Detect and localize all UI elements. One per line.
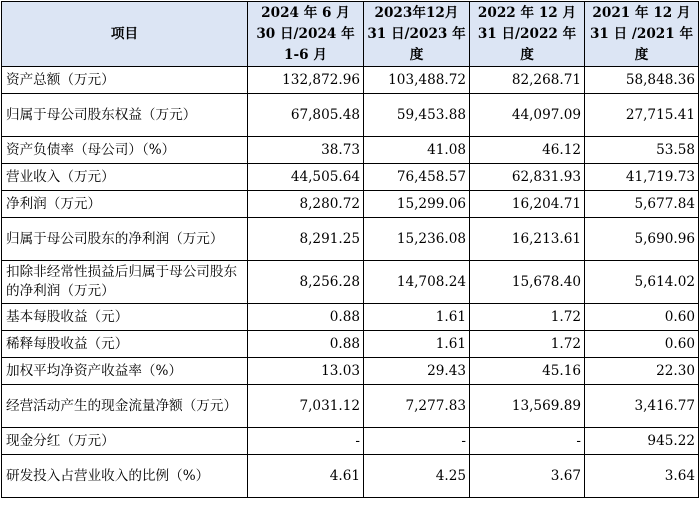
table-row [2,191,699,218]
row-label: 加权平均净资产收益率（%） [2,358,248,385]
cell-value: 132,872.96 [248,67,364,94]
header-item: 项目 [2,2,248,67]
cell-value: 82,268.71 [470,67,585,94]
cell-value: 22.30 [585,358,699,385]
row-label: 基本每股收益（元） [2,304,248,331]
cell-value: 62,831.93 [470,164,585,191]
cell-value: 41.08 [364,137,470,164]
cell-value: 44,097.09 [470,94,585,137]
table-row [2,164,699,191]
cell-value: 13,569.89 [470,385,585,428]
table-row [2,94,699,137]
header-2022: 2022 年 12 月 31 日/2022 年度 [470,2,585,67]
cell-value: 1.72 [470,331,585,358]
table-header-row [2,2,699,67]
cell-value: 16,204.71 [470,191,585,218]
cell-value: 7,277.83 [364,385,470,428]
cell-value: 4.25 [364,455,470,498]
header-2023: 2023年12月31 日/2023 年度 [364,2,470,67]
cell-value: 38.73 [248,137,364,164]
cell-value: 53.58 [585,137,699,164]
cell-value: - [470,428,585,455]
cell-value: 58,848.36 [585,67,699,94]
row-label: 研发投入占营业收入的比例（%） [2,455,248,498]
cell-value: 103,488.72 [364,67,470,94]
row-label: 经营活动产生的现金流量净额（万元） [2,385,248,428]
table-row [2,261,699,304]
cell-value: 27,715.41 [585,94,699,137]
cell-value: 1.61 [364,304,470,331]
table-row [2,331,699,358]
table-row [2,67,699,94]
cell-value: 0.60 [585,304,699,331]
cell-value: 5,614.02 [585,261,699,304]
cell-value: 15,236.08 [364,218,470,261]
table-row [2,358,699,385]
cell-value: 76,458.57 [364,164,470,191]
row-label: 资产负债率（母公司）（%） [2,137,248,164]
row-label: 归属于母公司股东的净利润（万元） [2,218,248,261]
row-label: 净利润（万元） [2,191,248,218]
cell-value: 8,280.72 [248,191,364,218]
row-label: 资产总额（万元） [2,67,248,94]
header-2024h1: 2024 年 6 月 30 日/2024 年 1-6 月 [248,2,364,67]
cell-value: 8,291.25 [248,218,364,261]
table-row [2,137,699,164]
table-row [2,428,699,455]
table-row [2,304,699,331]
cell-value: 46.12 [470,137,585,164]
cell-value: 59,453.88 [364,94,470,137]
table-row [2,455,699,498]
row-label: 扣除非经常性损益后归属于母公司股东的净利润（万元） [2,261,248,304]
cell-value: 13.03 [248,358,364,385]
table-row [2,385,699,428]
cell-value: 1.72 [470,304,585,331]
cell-value: 0.88 [248,304,364,331]
cell-value: 44,505.64 [248,164,364,191]
cell-value: 67,805.48 [248,94,364,137]
cell-value: 41,719.73 [585,164,699,191]
cell-value: - [248,428,364,455]
cell-value: 15,678.40 [470,261,585,304]
cell-value: 8,256.28 [248,261,364,304]
cell-value: 14,708.24 [364,261,470,304]
cell-value: 3.64 [585,455,699,498]
cell-value: 7,031.12 [248,385,364,428]
table-row [2,218,699,261]
cell-value: - [364,428,470,455]
cell-value: 15,299.06 [364,191,470,218]
financial-data-table [1,1,699,498]
cell-value: 4.61 [248,455,364,498]
row-label: 营业收入（万元） [2,164,248,191]
cell-value: 945.22 [585,428,699,455]
cell-value: 1.61 [364,331,470,358]
row-label: 稀释每股收益（元） [2,331,248,358]
cell-value: 29.43 [364,358,470,385]
cell-value: 5,690.96 [585,218,699,261]
cell-value: 0.88 [248,331,364,358]
cell-value: 3,416.77 [585,385,699,428]
cell-value: 0.60 [585,331,699,358]
row-label: 归属于母公司股东权益（万元） [2,94,248,137]
cell-value: 16,213.61 [470,218,585,261]
header-2021: 2021 年 12 月 31 日 /2021 年度 [585,2,699,67]
cell-value: 5,677.84 [585,191,699,218]
cell-value: 45.16 [470,358,585,385]
row-label: 现金分红（万元） [2,428,248,455]
cell-value: 3.67 [470,455,585,498]
